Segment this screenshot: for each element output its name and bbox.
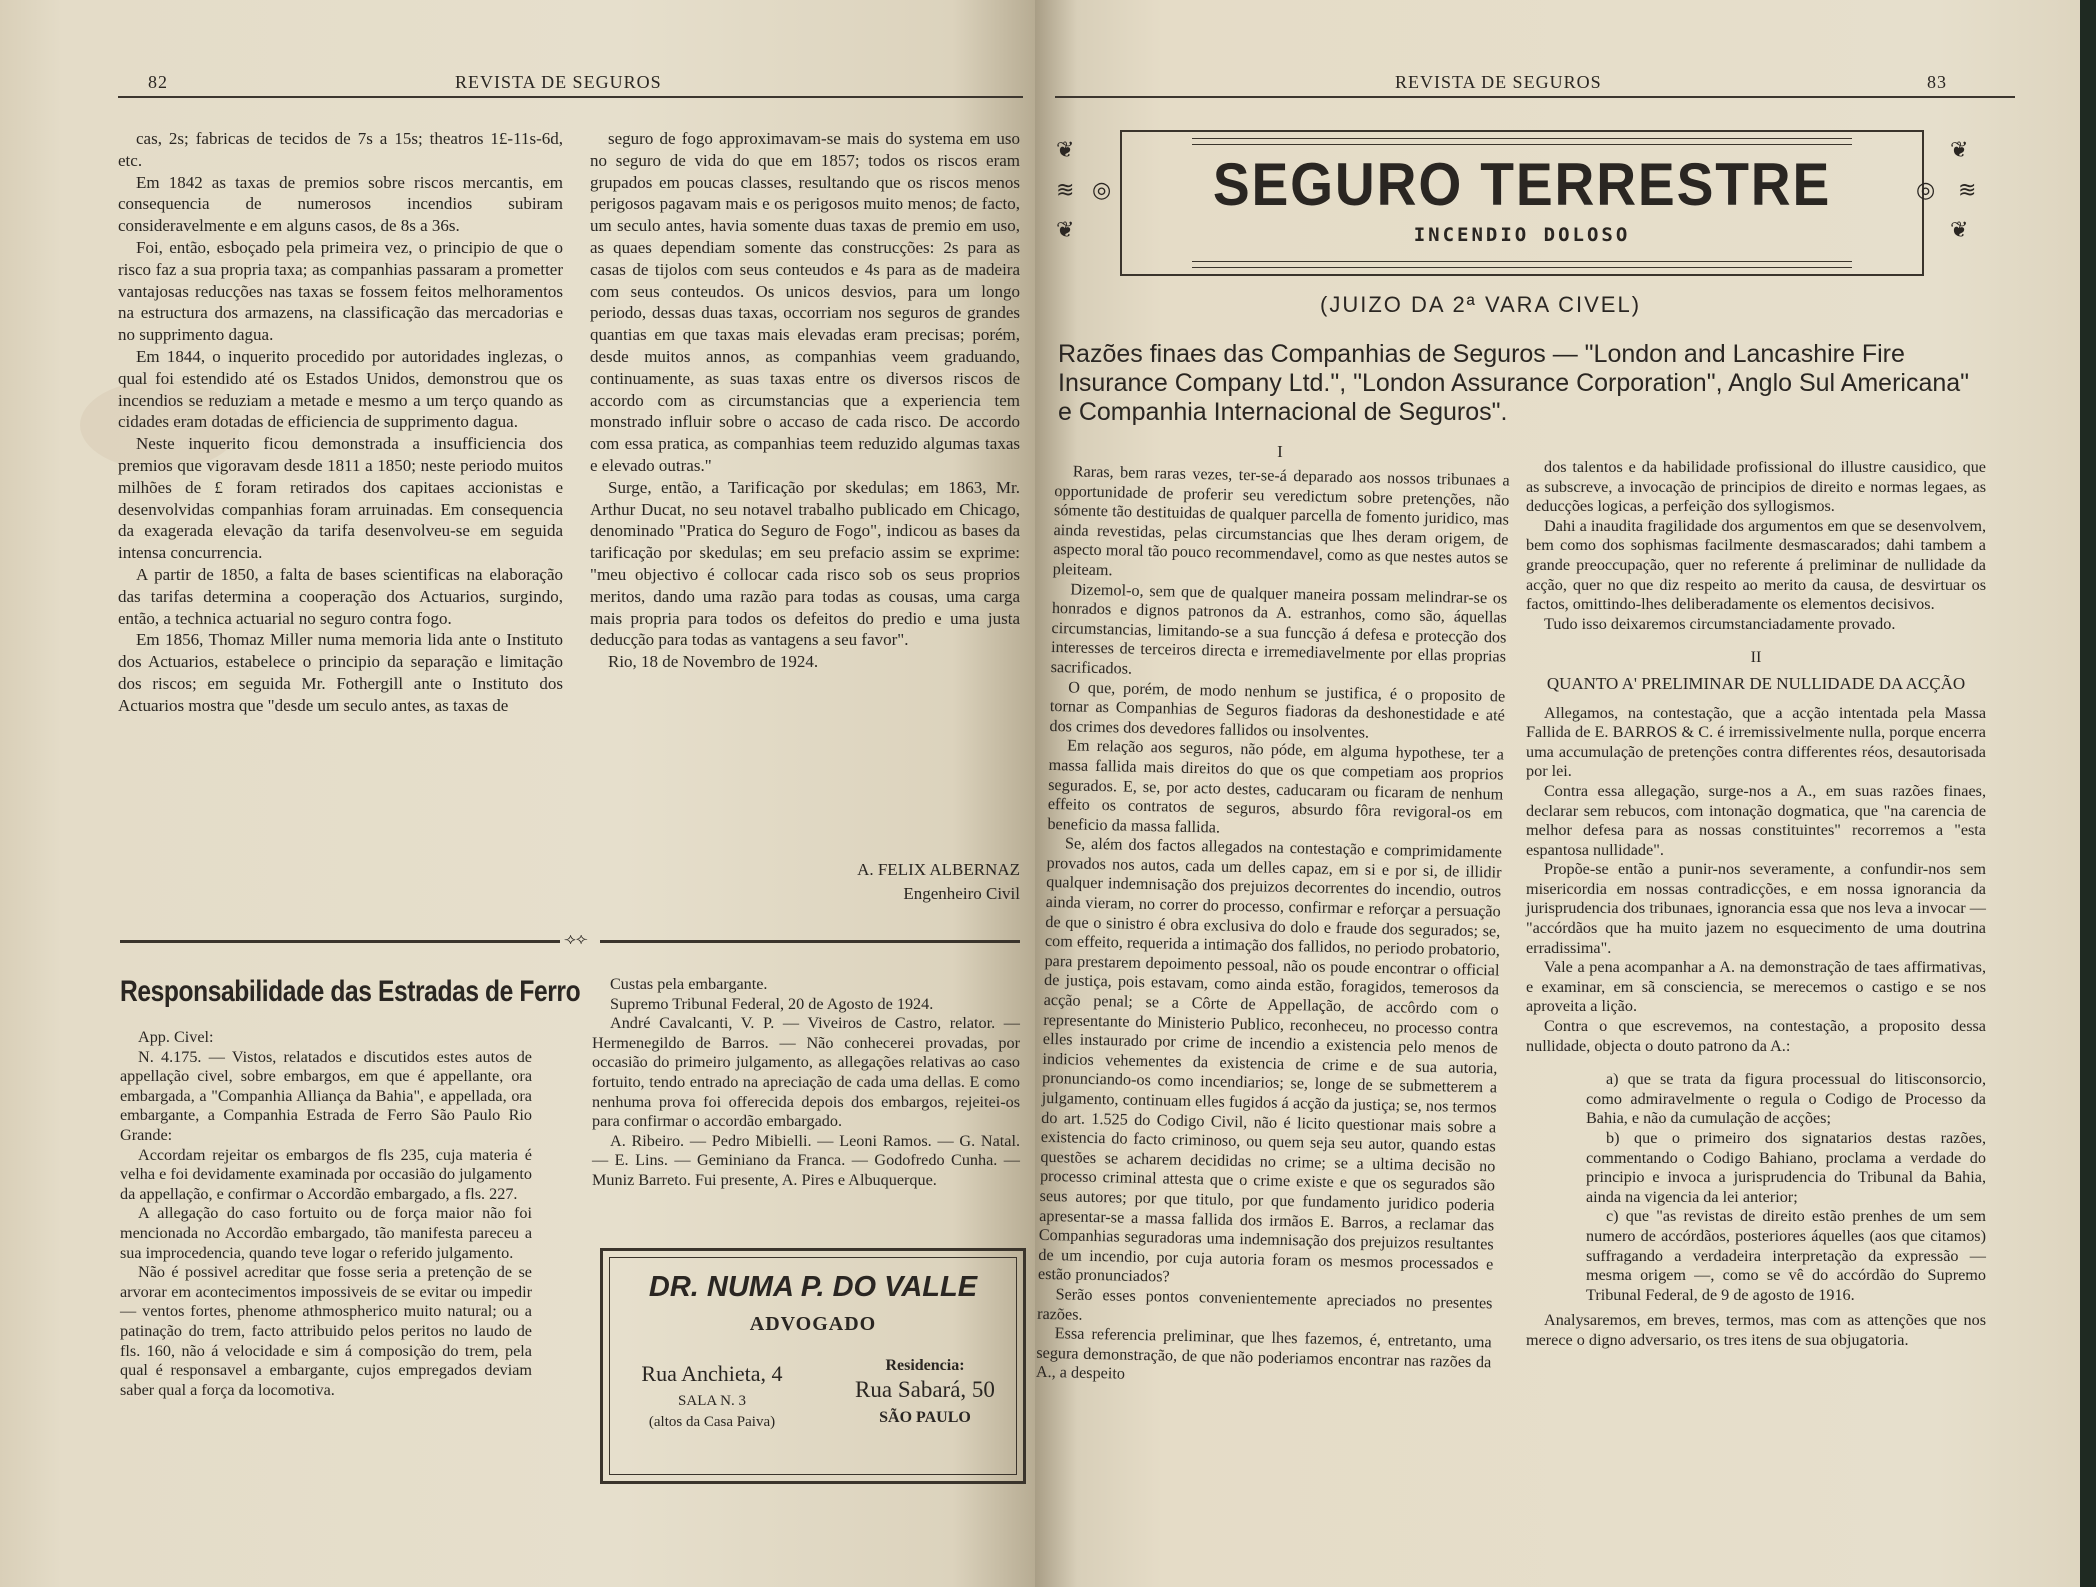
paragraph: A partir de 1850, a falta de bases scientificas na elaboração das tarifas determina a cooperação dos Actuarios, surgindo, então, a technica actuarial no seguro contra fogo. bbox=[118, 564, 563, 628]
signature-name: A. FELIX ALBERNAZ bbox=[857, 860, 1020, 879]
page-number: 83 bbox=[1927, 72, 1947, 92]
section-subtitle: INCENDIO DOLOSO bbox=[1413, 224, 1631, 246]
paragraph: Contra essa allegação, surge-nos a A., em suas razões finaes, declarar sem rebucos, com intonação dogmatica, que "na carencia de melhor defesa para as nossas constituintes" recorremos a "esta espantosa nullidade". bbox=[1526, 781, 1986, 859]
ornament-icon: ❦ bbox=[1056, 218, 1075, 243]
paragraph: App. Civel: bbox=[138, 1028, 214, 1046]
ad-home-address: Residencia: Rua Sabará, 50 SÃO PAULO bbox=[855, 1357, 995, 1426]
paragraph: Se, além dos factos allegados na contestação e comprimidamente provados nos autos, cada um delles capaz, em si e por si, de illidir qualquer indemnisação dos prejuizos decorrentes do incendio, outros ainda vieram, no correr do processo, confirmar e reforçar a persuação de que o sinistro é obra exclusiva do dolo e fraude dos segurados; se, com effeito, requerida a intimação dos fallidos, no periodo probatorio, para prestarem depoimento pessoal, não os poude encontrar o official de justiça, pois estavam, como ainda estão, foragidos, temerosos da acção penal; se a Côrte de Appellação, de accôrdo com o representante do Ministerio Publico, reconheceu, no processo contra elles instaurado por crime de incendio a existencia pelo menos de indicios vehementes da existencia de crime e de sua autoria, pronunciando-os como incendiarios; se, longe de se submetterem a julgamento, continuam elles fugidos á acção da justiça; se, nos termos do art. 1.525 do Codigo Civil, não é licito questionar mais sobre a existencia do facto criminoso, ou quem seja seu autor, quando estas questões se acharem decididas no crime; se a ultima decisão no processo criminal attesta que o crime existe e que os segurados são seus autores; por que titulo, por que fundamento juridico poderia apresentar-se a massa fallida dos irmãos E. Barros, a reclamar das Companhias seguradoras uma indemnisação dos prejuizos resultantes de um incendio, por cuja autoria foram os mesmos processados e estão pronunciados? bbox=[1037, 834, 1503, 1286]
paragraph: A. Ribeiro. — Pedro Mibielli. — Leoni Ramos. — G. Natal. — E. Lins. — Geminiano da Franca. — Godofredo Cunha. — Muniz Barreto. Fui presente, A. Pires e Albuquerque. bbox=[592, 1131, 1020, 1189]
section-number-1: I bbox=[1277, 442, 1283, 461]
paragraph: Contra o que escrevemos, na contestação, a proposito dessa nullidade, objecta o douto patrono da A.: bbox=[1526, 1017, 1986, 1055]
paragraph: Rio, 18 de Novembro de 1924. bbox=[608, 652, 819, 672]
ad-lawyer-name: DR. NUMA P. DO VALLE bbox=[648, 1271, 978, 1303]
binding-edge bbox=[2080, 0, 2096, 1587]
paragraph: Não é possivel acreditar que fosse seria a pretenção de se arvorar em acontecimentos impossiveis de se evitar ou impedir — ventos fortes, phenome athmospherico muito natural; ou a patinação do trem, facto attribuido pelos peritos no laudo de fls. 160, não á velocidade e sim á composição do trem, pela qual é responsavel a embargante, cujos empregados deviam saber qual a força da locomotiva. bbox=[120, 1263, 532, 1399]
section-divider-right bbox=[600, 940, 1020, 943]
running-head: REVISTA DE SEGUROS bbox=[1395, 72, 1602, 92]
paragraph: Supremo Tribunal Federal, 20 de Agosto de 1924. bbox=[610, 994, 934, 1013]
court-ruling-column-1 bbox=[120, 1028, 532, 1400]
paragraph: Foi, então, esboçado pela primeira vez, o principio de que o risco faz a sua propria taxa; as companhias passaram a prometter vantajosas reducções nas taxas se fossem feitos melhoramentos na estructura dos armazens, na classificação das mercadorias e no supprimento dagua. bbox=[118, 237, 563, 345]
ornament-icon: ≋ bbox=[1056, 178, 1075, 203]
ad-profession: ADVOGADO bbox=[749, 1313, 877, 1335]
paragraph: A allegação do caso fortuito ou de força maior não foi mencionada no Accordão embargado, tão manifesta pareceu a sua improcedencia, quando teve logar o referido julgamento. bbox=[120, 1204, 532, 1262]
paragraph: Vale a pena acompanhar a A. na demonstração de taes affirmativas, e examinar, em sã consciencia, se merecemos o castigo e se nos aproveita a lição. bbox=[1526, 958, 1986, 1016]
signature-title: Engenheiro Civil bbox=[903, 884, 1020, 903]
header-rule bbox=[118, 96, 1023, 98]
paragraph: Raras, bem raras vezes, ter-se-á deparado aos nossos tribunaes a opportunidade de proferir seu veredictum sobre pretenções, não sómente tão destituidas de qualquer parcella de fomento juridico, mas ainda revestidas, pelas circumstancias que lhes deram origem, de aspecto moral tão pouco recommendavel, como as que nestes autos se pleiteam. bbox=[1052, 462, 1510, 580]
ornament-icon: ◎ bbox=[1092, 178, 1112, 203]
paragraph: Propõe-se então a punir-nos severamente, a confundir-nos sem misericordia em nossas contradicções, e em nossa ignorancia da jurisprudencia dos tribunaes, ignorancia essa que nos leva a invocar — "accórdãos que ha muito jazem no esquecimento de uma doutrina erradissima". bbox=[1526, 860, 1986, 957]
paragraph: N. 4.175. — Vistos, relatados e discutidos estes autos de appellação civel, sobre embargos, em que é appellante, ora embargada, a "Companhia Alliança da Bahia", e appellada, ora embargante, a Companhia Estrada de Ferro São Paulo Rio Grande: bbox=[120, 1047, 532, 1144]
article-column-2 bbox=[590, 128, 1020, 673]
section-heading: QUANTO A' PRELIMINAR DE NULLIDADE DA ACÇÃO bbox=[1546, 673, 1966, 693]
section-banner bbox=[1120, 130, 1924, 276]
section-title: SEGURO TERRESTRE bbox=[1212, 151, 1832, 218]
court-heading: (JUIZO DA 2ª VARA CIVEL) bbox=[1320, 292, 1642, 317]
paragraph: Allegamos, na contestação, que a acção intentada pela Massa Fallida de E. BARROS & C. é irremissivelmente nulla, porque encerra uma accumulação de pretenções contra differentes réos, desautorisada por lei. bbox=[1526, 703, 1986, 781]
ornament-icon: ❦ bbox=[1950, 138, 1969, 163]
ornament-icon: ❦ bbox=[1056, 138, 1075, 163]
header-rule bbox=[1055, 96, 2015, 98]
paragraph: Em relação aos seguros, não póde, em alguma hypothese, ter a massa fallida mais direitos do que os que competiam aos proprios segurados. E, se, por acto destes, caducaram ou ficaram de nenhum effeito os contratos de seguros, absurdo fôra revigoral-os em beneficio da massa fallida. bbox=[1047, 736, 1505, 837]
list-item: b) que o primeiro dos signatarios destas razões, commentando o Codigo Bahiano, proclama a verdade do principio e invoca a jurisprudencia do Tribunal da Bahia, ainda na vigencia da lei anterior; bbox=[1586, 1129, 1986, 1206]
article-title: Responsabilidade das Estradas de Ferro bbox=[120, 975, 581, 1008]
article-column-1 bbox=[118, 128, 563, 717]
paragraph: Analysaremos, em breves, termos, mas com as attenções que nos merece o digno adversario, os tres itens de sua objugatoria. bbox=[1526, 1311, 1986, 1349]
paragraph: Custas pela embargante. bbox=[610, 975, 768, 993]
ornament-icon: ❦ bbox=[1950, 218, 1969, 243]
ad-office-address: Rua Anchieta, 4 SALA N. 3 (altos da Casa Paiva) bbox=[641, 1361, 783, 1430]
paragraph: Essa referencia preliminar, que lhes fazemos, é, entretanto, uma segura demonstração, de que não poderiamos encontrar nas razões da A., a despeito bbox=[1035, 1324, 1492, 1383]
paragraph: Dahi a inaudita fragilidade dos argumentos em que se desenvolvem, bem como dos sophismas facilmente desmascarados; dahi tambem a grande preoccupação, quer no referente á preliminar de nullidade da acção, quer no que diz respeito ao merito da causa, de desvirtuar os factos, omittindo-lhes deliberadamente os elementos decisivos. bbox=[1526, 516, 1986, 614]
left-page bbox=[0, 0, 1035, 1587]
court-ruling-column-2 bbox=[592, 975, 1020, 1191]
paragraph: Surge, então, a Tarificação por skedulas; em 1863, Mr. Arthur Ducat, no seu notavel trabalho publicado em Chicago, denominado "Pratica do Seguro de Fogo", indicou as bases da tarificação por skedulas; em seu prefacio assim se exprime: "meu objectivo é collocar cada risco sob os seus proprios meritos, dando uma razão para todas as cousas, uma carga mais propria para todos os defeitos do predio e uma justa deducção para todas as vantagens a seu favor". bbox=[590, 477, 1020, 650]
paragraph: André Cavalcanti, V. P. — Viveiros de Castro, relator. — Hermenegildo de Barros. — Não conhecerei provadas, por occasião do primeiro julgamento, as allegações relativas ao caso fortuito, tendo entrado na apreciação de cada uma dellas. E como nenhuma prova foi offerecida depois dos embargos, rejeitei-os para confirmar o accordão embargado. bbox=[592, 1014, 1020, 1131]
paragraph: dos talentos e da habilidade profissional do illustre causidico, que as subscreve, a invocação de principios de direito e normas legaes, as deducções logicas, a perfeição dos syllogismos. bbox=[1526, 458, 1986, 516]
paragraph: Accordam rejeitar os embargos de fls 235, cuja materia é velha e foi devidamente examinada por occasião do julgamento da appellação, e confirmar o Accordão embargado, a fls. 227. bbox=[120, 1145, 532, 1203]
page-number: 82 bbox=[148, 72, 168, 92]
section-divider-left bbox=[120, 940, 560, 943]
paragraph: Em 1844, o inquerito procedido por autoridades inglezas, o qual foi estendido até os Estados Unidos, demonstrou que os incendios se reduziam a metade e mesmo a um terço quando as cidades eram dotadas de efficiencia de supprimento dagua. bbox=[118, 346, 563, 432]
lawyer-advertisement bbox=[600, 1248, 1026, 1484]
list-item: a) que se trata da figura processual do litisconsorcio, como admiravelmente o regula o Codigo de Processo da Bahia, e não da cumulação de acções; bbox=[1586, 1070, 1986, 1128]
reasons-title: Razões finaes das Companhias de Seguros — "London and Lancashire Fire Insurance Company Ltd.", "London Assurance Corporation", Anglo Sul Americana" e Companhia Internacional de Seguros". bbox=[1058, 340, 1970, 426]
paragraph: seguro de fogo approximavam-se mais do systema em uso no seguro de vida do que em 1857; todos os riscos eram grupados em poucas classes, resultando que os riscos menos perigosos pagavam mais e os perigosos muito menos; de facto, um seculo antes, havia somente duas taxas de premio em uso, as quaes dependiam somente das construcções: 2s para as casas de tijolos com seus conteudos e 4s para as de madeira com seus conteudos. Os unicos desvios, para um longo periodo, dessas duas taxas, occorriam nos seguros de grandes quantias em que taxas mais elevadas eram precisas; porém, desde muitos annos, as companhias veem graduando, continuamente, as suas taxas entre os diversos riscos de accordo com as circumstancias que a experiencia tem monstrado influir sobre o accaso de cada risco. De accordo com essa pratica, as companhias teem reduzido algumas taxas e elevado outras." bbox=[590, 129, 1020, 475]
running-head: REVISTA DE SEGUROS bbox=[455, 72, 662, 92]
paragraph: Em 1842 as taxas de premios sobre riscos mercantis, em consequencia de numerosos incendios subiram consideravelmente e em alguns casos, de 8s a 36s. bbox=[118, 172, 563, 236]
paragraph: Tudo isso deixaremos circumstanciadamente provado. bbox=[1544, 614, 1896, 633]
legal-text-column-1 bbox=[1036, 462, 1510, 1392]
signature bbox=[780, 858, 1020, 906]
paragraph: cas, 2s; fabricas de tecidos de 7s a 15s; theatros 1£-11s-6d, etc. bbox=[118, 129, 563, 170]
paragraph: Em 1856, Thomaz Miller numa memoria lida ante o Instituto dos Actuarios, estabelece o principio da separação e limitação dos riscos; em seguida Mr. Fothergill ante o Instituto dos Actuarios mostra que "desde um seculo antes, as taxas de bbox=[118, 630, 563, 715]
legal-text-column-2 bbox=[1526, 458, 1986, 1351]
ornament-icon: ≋ bbox=[1958, 178, 1977, 203]
paragraph: Dizemol-o, sem que de qualquer maneira possam melindrar-se os honrados e dignos patronos da A. estranhos, como são, áquellas circumstancias, limitando-se a sua funcção á defesa e protecção dos interesses de terceiros directa e irremediavelmente por ellas proprias sacrificados. bbox=[1050, 579, 1508, 678]
paragraph: Serão esses pontos convenientemente apreciados no presentes razões. bbox=[1036, 1285, 1493, 1324]
ornament-icon: ◎ bbox=[1916, 178, 1936, 203]
section-number-2: II bbox=[1750, 648, 1762, 667]
list-item: c) que "as revistas de direito estão prenhes de um sem numero de accórdãos, posteriores áquelles (aos que citamos) suffragando a verdadeira interpretação da expressão — mesma origem —, como se vê do accórdão do Supremo Tribunal Federal, de 9 de agosto de 1916. bbox=[1586, 1207, 1986, 1304]
paragraph: O que, porém, de modo nenhum se justifica, é o proposito de tornar as Companhias de Seguros fiadoras da deshonestidade e até dos crimes dos devedores fallidos ou insolventes. bbox=[1049, 677, 1506, 742]
paragraph: Neste inquerito ficou demonstrada a insufficiencia dos premios que vigoravam desde 1811 a 1850; neste periodo muitos milhões de £ foram retirados dos capitaes accionistas e desenvolvidas companhias foram arruinadas. Em consequencia da exagerada elevação da tarifa desenvolveu-se em seguida intensa concurrencia. bbox=[118, 434, 563, 563]
divider-ornament-icon: ⟢⟣ bbox=[564, 931, 588, 948]
